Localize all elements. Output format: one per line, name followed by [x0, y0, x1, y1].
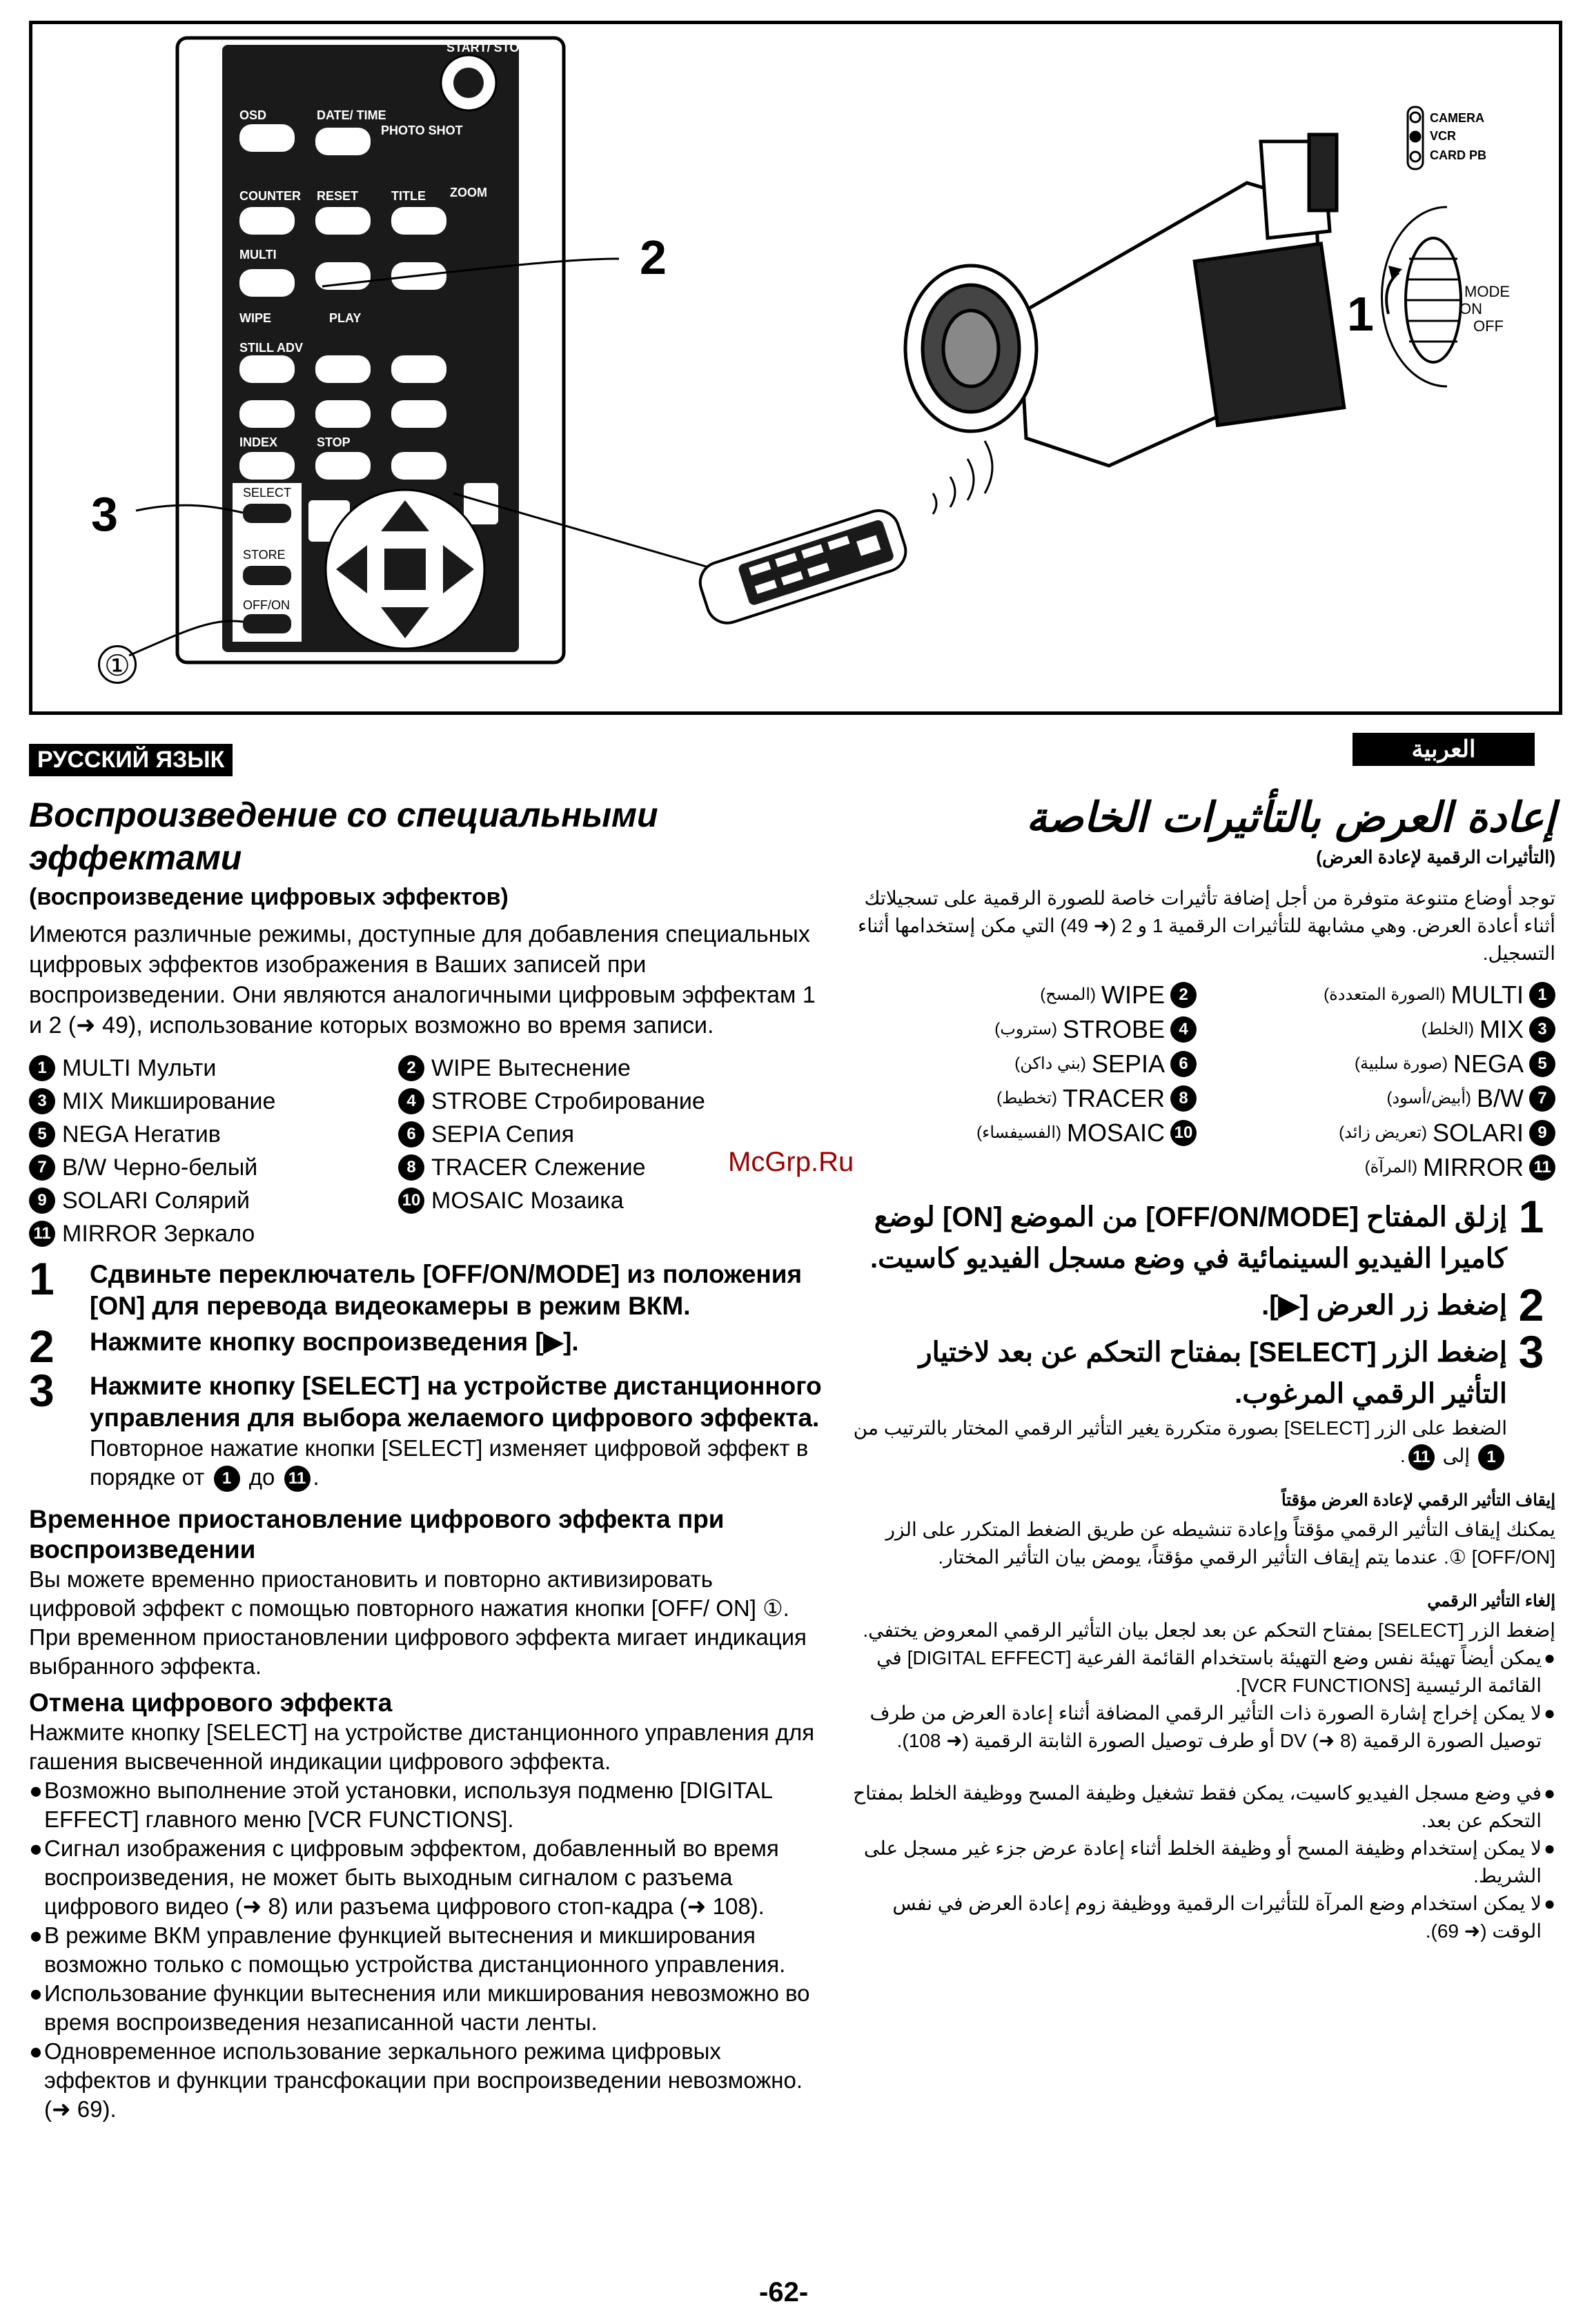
- ar-effect-item: 6 SEPIA (بني داكن): [852, 1049, 1197, 1079]
- label-off: OFF: [1473, 317, 1504, 335]
- ru-effect-item: 3 MIX Микширование: [29, 1086, 398, 1116]
- ru-effect-item: 2 WIPE Вытеснение: [398, 1053, 785, 1083]
- ar-effect-item: 5 NEGA (صورة سلبية): [1197, 1049, 1555, 1079]
- ru-pause-heading: Временное приостановление цифрового эффекта при воспроизведении: [29, 1505, 725, 1564]
- ru-effect-item: 8 TRACER Слежение: [398, 1152, 785, 1183]
- ar-effect-item: 11 MIRROR (المرآة): [1197, 1152, 1555, 1183]
- russian-column: [29, 794, 823, 2124]
- ar-title: إعادة العرض بالتأثيرات الخاصة: [1026, 794, 1555, 842]
- number-badge: 8: [1170, 1085, 1197, 1112]
- list-item: ● Использование функции вытеснения или микширования невозможно во время воспроизведения незаписанной части ленты.: [29, 1980, 810, 2036]
- number-badge: 5: [1529, 1051, 1555, 1077]
- ru-step-3-note: Повторное нажатие кнопки [SELECT] изменяет цифровой эффект в порядке от 1 до 11 .: [90, 1434, 823, 1492]
- label-osd: OSD: [239, 108, 267, 122]
- ru-notes-list: [29, 1776, 823, 2124]
- arabic-language-tag: العربية: [1353, 733, 1535, 766]
- list-item: ● Одновременное использование зеркального режима цифровых эффектов и функции трансфокации при воспроизведении невозможно. (➜ 69).: [29, 2038, 803, 2123]
- number-badge: 11: [29, 1221, 55, 1247]
- number-badge: 10: [398, 1188, 424, 1214]
- ar-effect-item: 1 MULTI (الصورة المتعددة): [1197, 980, 1555, 1010]
- step-number: 1: [29, 1253, 55, 1304]
- number-badge: 9: [1529, 1120, 1555, 1146]
- ru-title: Воспроизведение со специальными эффектами: [29, 796, 658, 877]
- number-badge: 2: [1170, 982, 1197, 1008]
- ar-effect-item: 7 B/W (أبيض/أسود): [1197, 1083, 1555, 1114]
- number-badge: 6: [398, 1121, 424, 1148]
- ar-subtitle: (التأثيرات الرقمية لإعادة العرض): [1316, 847, 1555, 867]
- ar-step-3: 3 إضغط الزر [SELECT] بمفتاح التحكم عن بعد لاختيار التأثير الرقمي المرغوب. الضغط على الزر [SELECT] بصورة متكررة يغير التأثير الرقمي المختار بالترتيب من 1 إلى 11.: [850, 1332, 1555, 1470]
- camcorder: [905, 135, 1344, 466]
- number-badge: 11: [284, 1466, 311, 1492]
- number-badge: 1: [1478, 1444, 1504, 1470]
- ru-step-2: 2 Нажмите кнопку воспроизведения [▶].: [29, 1321, 579, 1372]
- list-item: ● لا يمكن استخدام وضع المرآة للتأثيرات الرقمية ووظيفة زوم إعادة العرض في نفس الوقت (➜ 69).: [892, 1892, 1555, 1942]
- list-item: ● يمكن أيضاً تهيئة نفس وضع التهيئة باستخدام القائمة الفرعية [DIGITAL EFFECT] في القائمة الرئيسية [VCR FUNCTIONS].: [876, 1646, 1555, 1696]
- list-item: ● В режиме ВКМ управление функцией вытеснения и микширования возможно только с помощью устройства дистанционного управления.: [29, 1922, 786, 1978]
- ar-effect-item: 10 MOSAIC (الفسيفساء): [852, 1118, 1197, 1148]
- ar-effect-item: 8 TRACER (تخطيط): [852, 1083, 1197, 1114]
- step-number: 2: [1518, 1279, 1544, 1330]
- number-badge: 4: [1170, 1016, 1197, 1043]
- callout-2: 2: [640, 230, 667, 284]
- ar-effect-item: 2 WIPE (المسح): [852, 980, 1197, 1010]
- number-badge: 7: [29, 1154, 55, 1181]
- number-badge: 6: [1170, 1051, 1197, 1077]
- ru-effects-list: [29, 1053, 823, 1249]
- label-select: SELECT: [243, 486, 292, 500]
- step-number: 3: [29, 1365, 55, 1416]
- number-badge: 7: [1529, 1085, 1555, 1112]
- ar-pause-heading: إيقاف التأثير الرقمي لإعادة العرض مؤقتاً: [1281, 1490, 1555, 1510]
- label-vcr: VCR: [1430, 129, 1457, 143]
- label-wipe: WIPE: [239, 311, 272, 325]
- number-badge: 1: [29, 1055, 55, 1081]
- ru-pause-text: Вы можете временно приостановить и повторно активизировать цифровой эффект с помощью повторного нажатия кнопки [OFF/ ON] ①. При временном приостановлении цифрового эффекта мигает индикация выбранного эффекта.: [29, 1566, 807, 1680]
- callout-footnote-1: ①: [98, 645, 137, 684]
- number-badge: 4: [398, 1088, 424, 1114]
- number-badge: 11: [1408, 1444, 1435, 1470]
- label-zoom: ZOOM: [450, 186, 487, 199]
- ar-intro: توجد أوضاع متنوعة متوفرة من أجل إضافة تأثيرات خاصة للصورة الرقمية على تسجيلاتك أثناء أعادة العرض. وهي مشابهة للتأثيرات الرقمية 1 و 2 (➜ 49) التي مكن إستخدامها أثناء التسجيل.: [858, 887, 1555, 964]
- list-item: ● لا يمكن إستخدام وظيفة المسح أو وظيفة الخلط أثناء إعادة عرض جزء غير مسجل على الشريط.: [863, 1837, 1555, 1887]
- label-date-time: DATE/ TIME: [317, 108, 386, 122]
- ar-cancel-heading: إلغاء التأثير الرقمي: [1427, 1591, 1555, 1611]
- ar-effects-list: [850, 980, 1555, 1183]
- ar-effect-item: 4 STROBE (ستروب): [852, 1014, 1197, 1045]
- ar-cancel-text: إضغط الزر [SELECT] بمفتاح التحكم عن بعد لجعل بيان التأثير الرقمي المعروض يختفي.: [863, 1619, 1555, 1641]
- number-badge: 8: [398, 1154, 424, 1181]
- label-card-pb: CARD PB: [1430, 148, 1487, 162]
- ru-effect-item: 10 MOSAIC Мозаика: [398, 1185, 785, 1216]
- number-badge: 2: [398, 1055, 424, 1081]
- label-play: PLAY: [329, 311, 362, 325]
- label-off-on: OFF/ON: [243, 598, 290, 612]
- ru-intro: Имеются различные режимы, доступные для добавления специальных цифровых эффектов изображения в Ваших записей при воспроизведении. Они являются аналогичными цифровым эффектам 1 и 2 (➜ 49), использование которых возможно во время записи.: [29, 921, 816, 1038]
- ru-effect-item: 6 SEPIA Сепия: [398, 1119, 785, 1150]
- ru-cancel-text: Нажмите кнопку [SELECT] на устройстве дистанционного управления для гашения высвеченной индикации цифрового эффекта.: [29, 1720, 815, 1775]
- list-item: ● في وضع مسجل الفيديو كاسيت، يمكن فقط تشغيل وظيفة المسح ووظيفة الخلط بمفتاح التحكم عن بعد.: [853, 1782, 1555, 1831]
- label-still-adv: STILL ADV: [239, 341, 304, 355]
- illustration: [32, 24, 1559, 711]
- number-badge: 1: [214, 1466, 240, 1492]
- step-number: 2: [29, 1321, 55, 1372]
- number-badge: 3: [1529, 1016, 1555, 1043]
- list-item: ● لا يمكن إخراج إشارة الصورة ذات التأثير الرقمي المضافة أثناء إعادة العرض من طرف توصيل الصورة الرقمية DV (➜ 8) أو طرف توصيل الصورة الثابتة الرقمية (➜ 108).: [869, 1702, 1555, 1751]
- ru-step-1: 1 Сдвиньте переключатель [OFF/ON/MODE] из положения [ON] для перевода видеокамеры в режим ВКМ.: [29, 1259, 823, 1322]
- ar-pause-text: يمكنك إيقاف التأثير الرقمي مؤقتاً وإعادة تنشيطه عن طريق الضغط المتكرر على الزر [OFF/ON] ①. عندما يتم إيقاف التأثير الرقمي مؤقتاً، يومض بيان التأثير المختار.: [885, 1518, 1555, 1568]
- number-badge: 5: [29, 1121, 55, 1148]
- illustration-frame: [29, 21, 1562, 715]
- ru-effect-item: 7 B/W Черно-белый: [29, 1152, 398, 1183]
- label-start-stop: START/ STOP: [446, 41, 528, 55]
- watermark: McGrp.Ru: [728, 1147, 854, 1177]
- list-item: ● Возможно выполнение этой установки, используя подменю [DIGITAL EFFECT] главного меню [VCR FUNCTIONS].: [29, 1778, 772, 1833]
- ru-step-3: 3 Нажмите кнопку [SELECT] на устройстве дистанционного управления для выбора желаемого цифрового эффекта. Повторное нажатие кнопки [SELECT] изменяет цифровой эффект в порядке от 1 до 11 .: [29, 1370, 823, 1492]
- number-badge: 11: [1529, 1154, 1555, 1181]
- arabic-column: [850, 794, 1555, 1945]
- number-badge: 3: [29, 1088, 55, 1114]
- ru-effect-item: 9 SOLARI Солярий: [29, 1185, 398, 1216]
- ar-step-1: 1 إزلق المفتاح [OFF/ON/MODE] من الموضع [ON] لوضع كاميرا الفيديو السينمائية في وضع مسجل الفيديو كاسيت.: [850, 1197, 1555, 1279]
- callout-1: 1: [1347, 287, 1374, 341]
- ar-effect-item: 9 SOLARI (تعريض زائد): [1197, 1118, 1555, 1148]
- ru-subtitle: (воспроизведение цифровых эффектов): [29, 884, 509, 910]
- label-counter: COUNTER: [239, 189, 301, 203]
- number-badge: 10: [1170, 1120, 1197, 1146]
- label-store: STORE: [243, 548, 286, 562]
- label-photo-shot: PHOTO SHOT: [381, 124, 463, 137]
- ru-effect-item: 4 STROBE Стробирование: [398, 1086, 785, 1116]
- russian-language-tag: РУССКИЙ ЯЗЫК: [29, 744, 233, 776]
- number-badge: 9: [29, 1188, 55, 1214]
- page-number: -62-: [759, 2277, 809, 2307]
- label-multi: MULTI: [239, 248, 277, 262]
- label-mode: MODE: [1464, 283, 1510, 300]
- ar-step-3-note: الضغط على الزر [SELECT] بصورة متكررة يغير التأثير الرقمي المختار بالترتيب من 1 إلى 11.: [850, 1415, 1507, 1470]
- ar-step-2: 2 إضغط زر العرض [▶].: [850, 1285, 1555, 1326]
- label-stop: STOP: [317, 435, 351, 449]
- label-title: TITLE: [391, 189, 426, 203]
- ar-notes-list-b: [850, 1780, 1555, 1945]
- callout-3: 3: [91, 487, 118, 541]
- ar-effect-item: 3 MIX (الخلط): [1197, 1014, 1555, 1045]
- label-on: ON: [1459, 300, 1482, 317]
- label-camera: CAMERA: [1430, 111, 1484, 125]
- label-index: INDEX: [239, 435, 278, 449]
- ru-cancel-heading: Отмена цифрового эффекта: [29, 1688, 393, 1717]
- ru-effect-item: 11 MIRROR Зеркало: [29, 1219, 398, 1249]
- number-badge: 1: [1529, 982, 1555, 1008]
- step-number: 1: [1518, 1191, 1544, 1242]
- ru-effect-item: 5 NEGA Негатив: [29, 1119, 398, 1150]
- list-item: ● Сигнал изображения с цифровым эффектом, добавленный во время воспроизведения, не может быть выходным сигналом с разъема цифрового видео (➜ 8) или разъема цифрового стоп-кадра (➜ 108).: [29, 1835, 779, 1920]
- step-number: 3: [1518, 1326, 1544, 1377]
- label-reset: RESET: [317, 189, 359, 203]
- ru-effect-item: 1 MULTI Мульти: [29, 1053, 398, 1083]
- ar-notes-list-a: [850, 1644, 1555, 1755]
